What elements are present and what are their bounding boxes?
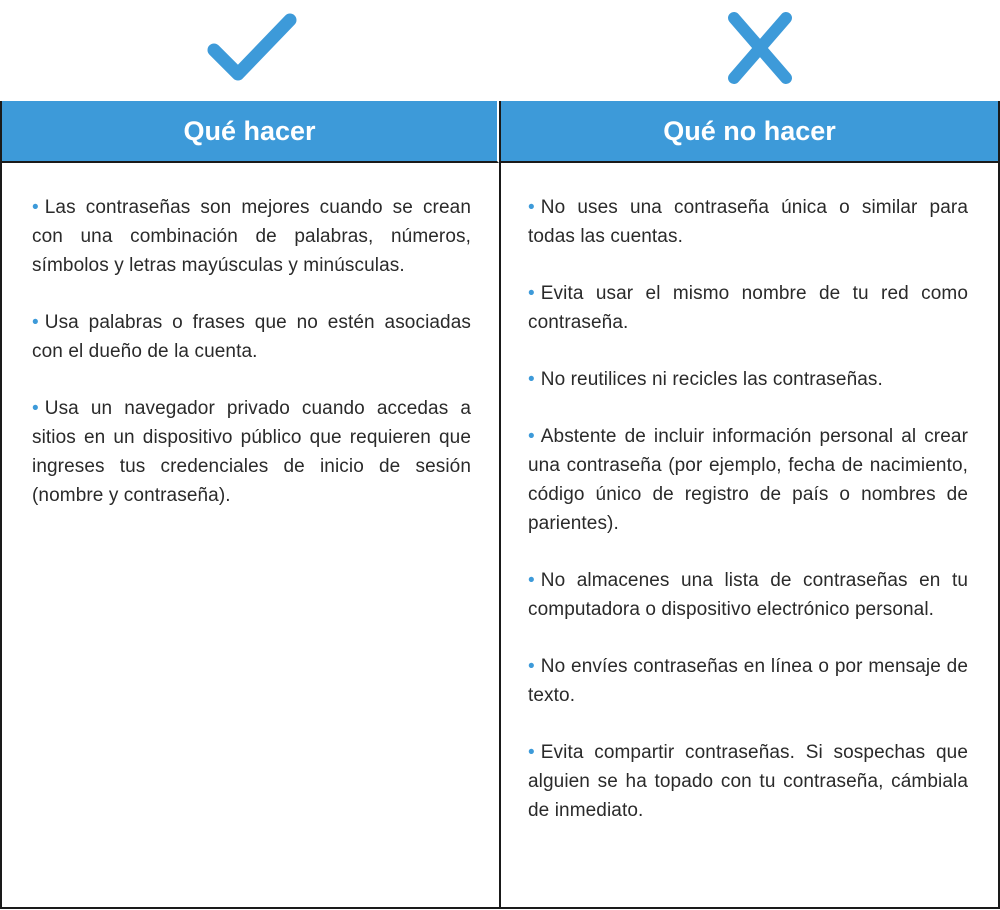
dont-item-text: No envíes contraseñas en línea o por mensaje de texto. [528,656,968,706]
dont-column-body [501,163,998,825]
dont-item [528,193,968,251]
do-dont-table [0,101,1000,909]
do-item-text: Usa un navegador privado cuando accedas a sitios en un dispositivo público que requieren que ingreses tus credenciales de inicio de sesión (nombre y contraseña). [32,398,471,506]
dont-column [500,101,1000,909]
dont-item [528,566,968,624]
check-icon-graphic [204,10,300,86]
cross-icon-graphic [712,10,808,86]
do-item [32,193,471,280]
bullet-icon: • [528,369,535,390]
bullet-icon: • [528,197,535,218]
do-column-body [2,163,499,510]
do-item [32,308,471,366]
do-item [32,394,471,510]
dont-column-header: Qué no hacer [501,101,998,163]
do-item-text: Las contraseñas son mejores cuando se crean con una combinación de palabras, números, símbolos y letras mayúsculas y minúsculas. [32,197,471,276]
cross-icon [712,10,808,86]
bullet-icon: • [528,570,535,591]
bullet-icon: • [32,398,39,419]
dont-item-text: Evita compartir contraseñas. Si sospechas que alguien se ha topado con tu contraseña, cámbiala de inmediato. [528,742,968,821]
bullet-icon: • [528,426,535,447]
dont-item-text: No reutilices ni recicles las contraseñas. [540,369,883,390]
dont-item-text: No uses una contraseña única o similar para todas las cuentas. [528,197,968,247]
check-icon [204,10,300,86]
dont-item [528,652,968,710]
dont-item [528,365,968,394]
icon-row [0,0,1000,100]
bullet-icon: • [528,742,535,763]
bullet-icon: • [32,312,39,333]
bullet-icon: • [528,283,535,304]
do-column [0,101,500,909]
do-column-header: Qué hacer [2,101,499,163]
do-item-text: Usa palabras o frases que no estén asociadas con el dueño de la cuenta. [32,312,471,362]
bullet-icon: • [528,656,535,677]
dont-item [528,422,968,538]
dont-item-text: Evita usar el mismo nombre de tu red como contraseña. [528,283,968,333]
dont-item-text: Abstente de incluir información personal al crear una contraseña (por ejemplo, fecha de nacimiento, código único de registro de país o nombres de parientes). [528,426,968,534]
dont-item [528,738,968,825]
bullet-icon: • [32,197,39,218]
dont-item-text: No almacenes una lista de contraseñas en tu computadora o dispositivo electrónico personal. [528,570,968,620]
dont-item [528,279,968,337]
